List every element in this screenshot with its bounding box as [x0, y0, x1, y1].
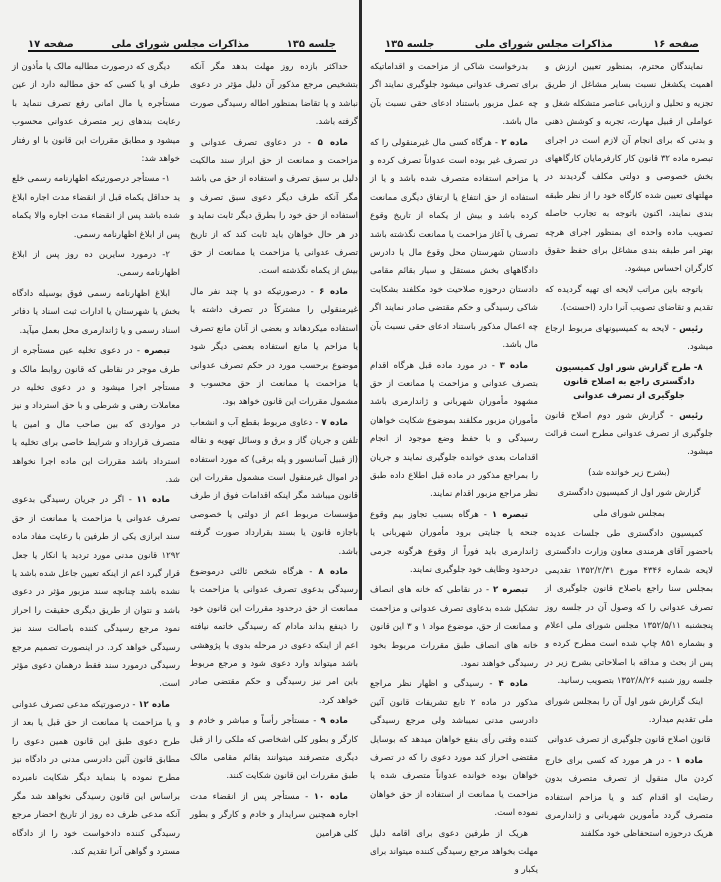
article-label: رئیس [679, 410, 704, 421]
paragraph-text: - درصورتیکه دو یا چند نفر مال غیرمنقولی را مشترکاً در تصرف داشته یا استفاده میکردهاند و بعضی از آنان مانع تصرف یا مزاحم یا مانع استفاده بعضی دیگر شود موضوع برحسب مورد در حکم تصرف عدوانی یا مزاحمت یا ممانعت از حق محسوب و مشمول مقررات این قانون خواهد بود. [190, 286, 358, 408]
paragraph-text: حداکثر بازده روز مهلت بدهد مگر آنکه بتشخیص مرجع مذکور آن دلیل مؤثر در دعوی نباشد و یا تقاضا بمنظور اطاله رسیدگی صورت گرفته باشد. [190, 62, 358, 128]
paragraph [370, 675, 538, 822]
paragraph-text: - دعاوی مربوط بقطع آب و انشعاب تلفن و جریان گاز و برق و وسائل تهویه و نقاله (از قبیل آسانسور و پله برقی) که مورد استفاده در اموال غیرمنقول است مشمول مقررات این قانون میباشد مگر اینکه اقدامات فوق از طرف مؤسسات مربوط اعم از دولتی یا خصوصی باجازه قانون یا بسند بقرارداد صورت گرفته باشد. [190, 417, 358, 557]
paragraph [12, 58, 180, 168]
paragraph [370, 581, 538, 673]
centered-line [545, 484, 713, 502]
publication-title: مذاکرات مجلس شورای ملی [474, 39, 613, 50]
paragraph [190, 712, 358, 786]
paragraph-text: گزارش شور اول از کمیسیون دادگستری [557, 488, 701, 499]
article-label: ماده ۳ [499, 360, 529, 371]
paragraph [545, 281, 713, 318]
paragraph [12, 491, 180, 693]
paragraph-text: - مستأجر پس از انقضاء مدت اجاره همچنین سرایدار و خادم و کارگر و بطور کلی هرامین [190, 791, 358, 839]
paragraph-text: هریک از طرفین دعوی برای اقامه دلیل مهلت بخواهد مرجع رسیدگی کننده میتواند برای یکبار و [370, 828, 538, 876]
paragraph [12, 246, 180, 283]
paragraph-text: - هرگاه بسبب تجاوز بیم وقوع جنحه یا جنایتی برود مأموران شهربانی یا ژاندارمری باید فوراً از وقوع هرگونه جرمی درحدود وظایف خود جلوگیری نمایند. [370, 509, 538, 575]
session-number: جلسه ۱۳۵ [286, 39, 336, 50]
centered-line [545, 505, 713, 523]
page-16 [362, 0, 721, 876]
paragraph [370, 825, 538, 880]
page-number: صفحه ۱۶ [653, 39, 699, 50]
paragraph [545, 525, 713, 691]
text-column-right [190, 58, 358, 845]
article-label: ماده ۹ [320, 716, 348, 727]
paragraph-text: - هرگاه شخص ثالثی درموضوع رسیدگی بدعوی تصرف عدوانی یا مزاحمت یا ممانعت از حق درحدود مقررات این قانون خود را ذینفع بداند مادام که رسیدگی خاتمه نیافته اعم از اینکه دعوی در مرحله بدوی یا پژوهشی باشد میتواند وارد دعوی شود و مرجع مربوط باین امر نیز رسیدگی و حکم مقتضی صادر خواهد کرد. [190, 566, 358, 706]
paragraph [545, 693, 713, 730]
paragraph-text: نمایندگان محترم، بمنظور تعیین ارزش و اهمیت یکشغل نسبت بسایر مشاغل از طریق تجزیه و تحلیل و ارزیابی عناصر متشکله شغل و عواملی از قبیل مهارت، تجربه و کوشش ذهنی و بدنی که برای انجام آن لازم است در اجرای تبصره ماده ۳۲ قانون کار کارفرمایان کارگاههای بخش خصوصی و دولتی مکلف گردیدند در مهلتهای تعیین شده کارگاه خود را از نظر طبقه بندی نمایند، اکنون باتوجه به تجارب حاصله تصویب ماده واحده ای بمنظور اجرای هرچه بهتر امر طبقه بندی مشاغل برای حفظ حقوق کارگران احساس میشود. [545, 62, 713, 275]
paragraph [545, 407, 713, 462]
paragraph-text: - درصورتیکه مدعی تصرف عدوانی و یا مزاحمت یا ممانعت از حق قبل یا بعد از طرح دعوی طبق این قانون همین دعوی را مطابق قانون آئین دادرسی مدنی در دادگاه نیز مطرح نموده یا بنماید دیگر شکایت نامبرده براساس این قانون رسیدگی نخواهد شد مگر آنکه مدعی ظرف ده روز از تاریخ احضار مرجع رسیدگی کننده دادخواست خود را از دادگاه مسترد و گواهی آنرا تقدیم کند. [12, 699, 180, 858]
centered-line [545, 464, 713, 482]
paragraph-text: قانون اصلاح قانون جلوگیری از تصرف عدوانی [547, 735, 711, 746]
text-column-left [12, 58, 180, 863]
paragraph-text: ابلاغ اظهارنامه رسمی فوق بوسیله دادگاه بخش یا شهرستان یا ادارات ثبت اسناد یا دفاتر اسناد رسمی و یا ژاندارمری محل بعمل میآید. [12, 288, 180, 336]
paragraph-text: اینک گزارش شور اول آن را بمجلس شورای ملی تقدیم میدارد. [545, 696, 713, 725]
paragraph-text: - در هر مورد که کسی برای خارج کردن مال منقول از تصرف متصرف بدون رضایت او اقدام کند و یا مزاحم استفاده متصرف گردد مأمورین شهربانی و ژاندارمری هریک درحوزه استحفاظی خود مکلفند [545, 755, 713, 840]
paragraph [190, 58, 358, 132]
section-heading [545, 361, 713, 403]
paragraph [190, 788, 358, 843]
article-label: ماده ۴ [498, 679, 528, 690]
article-label: ماده ۱۱ [136, 495, 170, 506]
paragraph-text: دیگری که درصورت مطالبه مالک یا مأذون از طرف او یا کسی که حق مطالبه دارد از عین مستأجره یا مال امانی رفع تصرف ننماید با رعایت بندهای زیر متصرف عدوانی محسوب میشود و مطابق مقررات این قانون با او رفتار خواهد شد: [12, 62, 180, 165]
article-label: ماده ۱۲ [138, 699, 170, 710]
page-header [385, 36, 699, 52]
page-number: صفحه ۱۷ [28, 39, 74, 50]
paragraph [370, 357, 538, 504]
paragraph [545, 58, 713, 279]
article-label: ماده ۶ [319, 286, 348, 297]
paragraph-text: ۸- طرح گزارش شور اول کمیسیون دادگستری راجع به اصلاح قانون جلوگیری از تصرف عدوانی [555, 362, 703, 401]
paragraph [545, 752, 713, 844]
text-column-left [370, 58, 538, 882]
page-header [28, 36, 336, 52]
paragraph-text: بمجلس شورای ملی [593, 508, 665, 519]
page-17 [0, 0, 360, 858]
article-label: تبصره [144, 346, 170, 357]
paragraph [12, 696, 180, 862]
article-label: رئیس [679, 323, 704, 334]
paragraph-text: کمیسیون دادگستری طی جلسات عدیده باحضور آقای هرمندی معاون وزارت دادگستری لایحه شماره ۴۳۴۶ مورخ ۱۳۵۲/۲/۳۱ تقدیمی بمجلس سنا راجع باصلاح قانون جلوگیری از تصرف عدوانی را که وصول آن در جلسه روز پنجشنبه ۱۳۵۲/۵/۱۱ مجلس شورای ملی اعلام و بشماره ۸۵۱ چاپ شده است مطرح کرده و پس از بحث و مداقه با اصلاحاتی بشرح زیر در جلسه روز شنبه ۱۳۵۲/۸/۲۶ بتصویب رسانید. [545, 528, 713, 687]
paragraph-text: ۲- درمورد سایرین ده روز پس از ابلاغ اظهارنامه رسمی. [12, 250, 180, 279]
paragraph-text: - اگر در جریان رسیدگی بدعوی تصرف عدوانی یا مزاحمت یا ممانعت از حق سند ابرازی یکی از طرفین با رعایت مفاد ماده ۱۲۹۲ قانون مدنی مورد تردید یا انکار یا جعل قرار گیرد اعم از اینکه تعیین جاعل شده باشد یا نشده باشد چنانچه سند مزبور مؤثر در دعوی باشد و نتوان از طریق دیگری حقیقت را احراز نمود مرجع رسیدگی کننده باصالت سند نیز رسیدگی خواهد کرد. در اینصورت تصمیم مرجع رسیدگی درمورد سند فقط درهمان دعوی مؤثر است. [12, 495, 180, 690]
paragraph-text: - در نقاطی که خانه های انصاف تشکیل شده بدعاوی تصرف عدوانی و مزاحمت و ممانعت از حق، موضوع مواد ۱ و ۳ این قانون خانه های انصاف طبق مقررات مربوط بخود رسیدگی خواهند نمود. [370, 585, 538, 669]
paragraph-text: - مستأجر رأساً و مباشر و خادم و کارگر و بطور کلی اشخاصی که ملکی را از قبل دیگری متصرفند میتوانند بقائم مقامی مالک طبق مقررات این قانون شکایت کنند. [190, 716, 358, 782]
session-number: جلسه ۱۳۵ [385, 39, 435, 50]
paragraph-text: - هرگاه کسی مال غیرمنقولی را که در تصرف غیر بوده است عدواناً تصرف کرده و یا مزاحم استفاده متصرف شده باشد و یا از استفاده از حق انتفاع یا ارتفاق دیگری ممانعت کرده باشد و بیش از یکماه از تاریخ وقوع تصرف یا آغاز مزاحمت یا ممانعت نگذشته باشد دادستان شهرستان محل وقوع مال یا دادرس دادگاههای بخش مستقل و سیار بقائم مقامی دادستان درحوزه صلاحیت خود مکلفند بشکایت شاکی رسیدگی و حکم مقتضی صادر نمایند اگر چه اعمال مذکور باستناد ادعای حقی نسبت بآن مال باشد. [370, 137, 538, 351]
paragraph-text: - رسیدگی و اظهار نظر مراجع مذکور در ماده ۲ تابع تشریفات قانون آئین دادرسی مدنی نمیباشد ولی مرجع رسیدگی کننده وقتی رأی بنفع خواهان میدهد که بوسایل مقتضی احراز کند مورد دعوی را که در تصرف خواهان بوده خوانده عدواناً متصرف شده یا مزاحمت یا ممانعت از استفاده از حق خواهان نموده است. [370, 679, 538, 819]
paragraph-text: - در مورد ماده قبل هرگاه اقدام بتصرف عدوانی و مزاحمت یا ممانعت از حق مشهود مأموران شهربانی و ژاندارمری باشد مأموران مزبور مکلفند بموضوع شکایت خواهان رسیدگی و با حفظ وضع موجود از انجام اقدامات بعدی خوانده جلوگیری نمایند و جریان را بمراجع مذکور در ماده قبل اطلاع داده طبق نظر مراجع مزبور اقدام نمایند. [370, 360, 538, 500]
article-label: ماده ۵ [317, 137, 349, 148]
paragraph-text: (بشرح زیر خوانده شد) [588, 467, 670, 478]
paragraph-text: - لایحه به کمیسیونهای مربوط ارجاع میشود. [545, 323, 713, 353]
paragraph-text: ۱- مستأجر درصورتیکه اظهارنامه رسمی خلع ید حداقل یکماه قبل از انقضاء مدت اجاره ابلاغ شده باشد پس از انقضاء مدت اجاره والا یکماه پس از ابلاغ اظهارنامه رسمی. [12, 174, 180, 240]
paragraph [12, 170, 180, 244]
paragraph [190, 414, 358, 561]
paragraph [190, 134, 358, 281]
article-label: تبصره ۲ [492, 585, 529, 596]
paragraph-text: - در دعاوی تصرف عدوانی و مزاحمت و ممانعت از حق ابراز سند مالکیت دلیل بر سبق تصرف و استفاده از حق می باشد مگر آنکه طرف دیگر دعوی سبق تصرف و استفاده از حق خود را بطرق دیگر ثابت نماید و در هر حال خواهان باید ثابت کند که از تاریخ تصرف عدوانی یا مزاحمت یا ممانعت از حق بیش از یکماه نگذشته است. [190, 137, 358, 277]
paragraph [545, 320, 713, 357]
paragraph-text: - گزارش شور دوم اصلاح قانون جلوگیری از تصرف عدوانی مطرح است قرائت میشود. [545, 410, 713, 458]
article-label: ماده ۸ [318, 566, 348, 577]
paragraph [370, 134, 538, 355]
article-label: تبصره ۱ [491, 509, 528, 520]
article-label: ماده ۱ [675, 755, 703, 766]
publication-title: مذاکرات مجلس شورای ملی [111, 39, 250, 50]
centered-line [545, 731, 713, 749]
paragraph-text: باتوجه باین مراتب لایحه ای تهیه گردیده که تقدیم و تقاضای تصویب آنرا دارد (احسنت). [545, 284, 713, 314]
paragraph-text: - در دعوی تخلیه عین مستأجره از طرف موجر در نقاطی که قانون روابط مالک و مستأجر اجرا میشود و در دعوی تخلیه در معاملات رهنی و شرطی و با حق استرداد و نیز در مواردی که بین صاحب مال و امین یا متصرف قرارداد و شرایط خاصی برای تخلیه یا استرداد باشد مقررات این ماده اجرا نخواهد شد. [12, 346, 180, 485]
article-label: ماده ۷ [321, 417, 348, 428]
text-column-right [545, 58, 713, 846]
article-label: ماده ۱۰ [313, 791, 349, 802]
paragraph-text: بدرخواست شاکی از مزاحمت و اقداماتیکه برای تصرف عدوانی میشود جلوگیری نمایند اگر چه عمل مزبور باستناد ادعای حقی نسبت بآن مال باشد. [370, 62, 538, 128]
paragraph [190, 283, 358, 412]
article-label: ماده ۲ [501, 137, 528, 148]
paragraph [370, 58, 538, 132]
paragraph [370, 506, 538, 580]
paragraph [12, 285, 180, 340]
paragraph [190, 563, 358, 710]
paragraph [12, 342, 180, 489]
